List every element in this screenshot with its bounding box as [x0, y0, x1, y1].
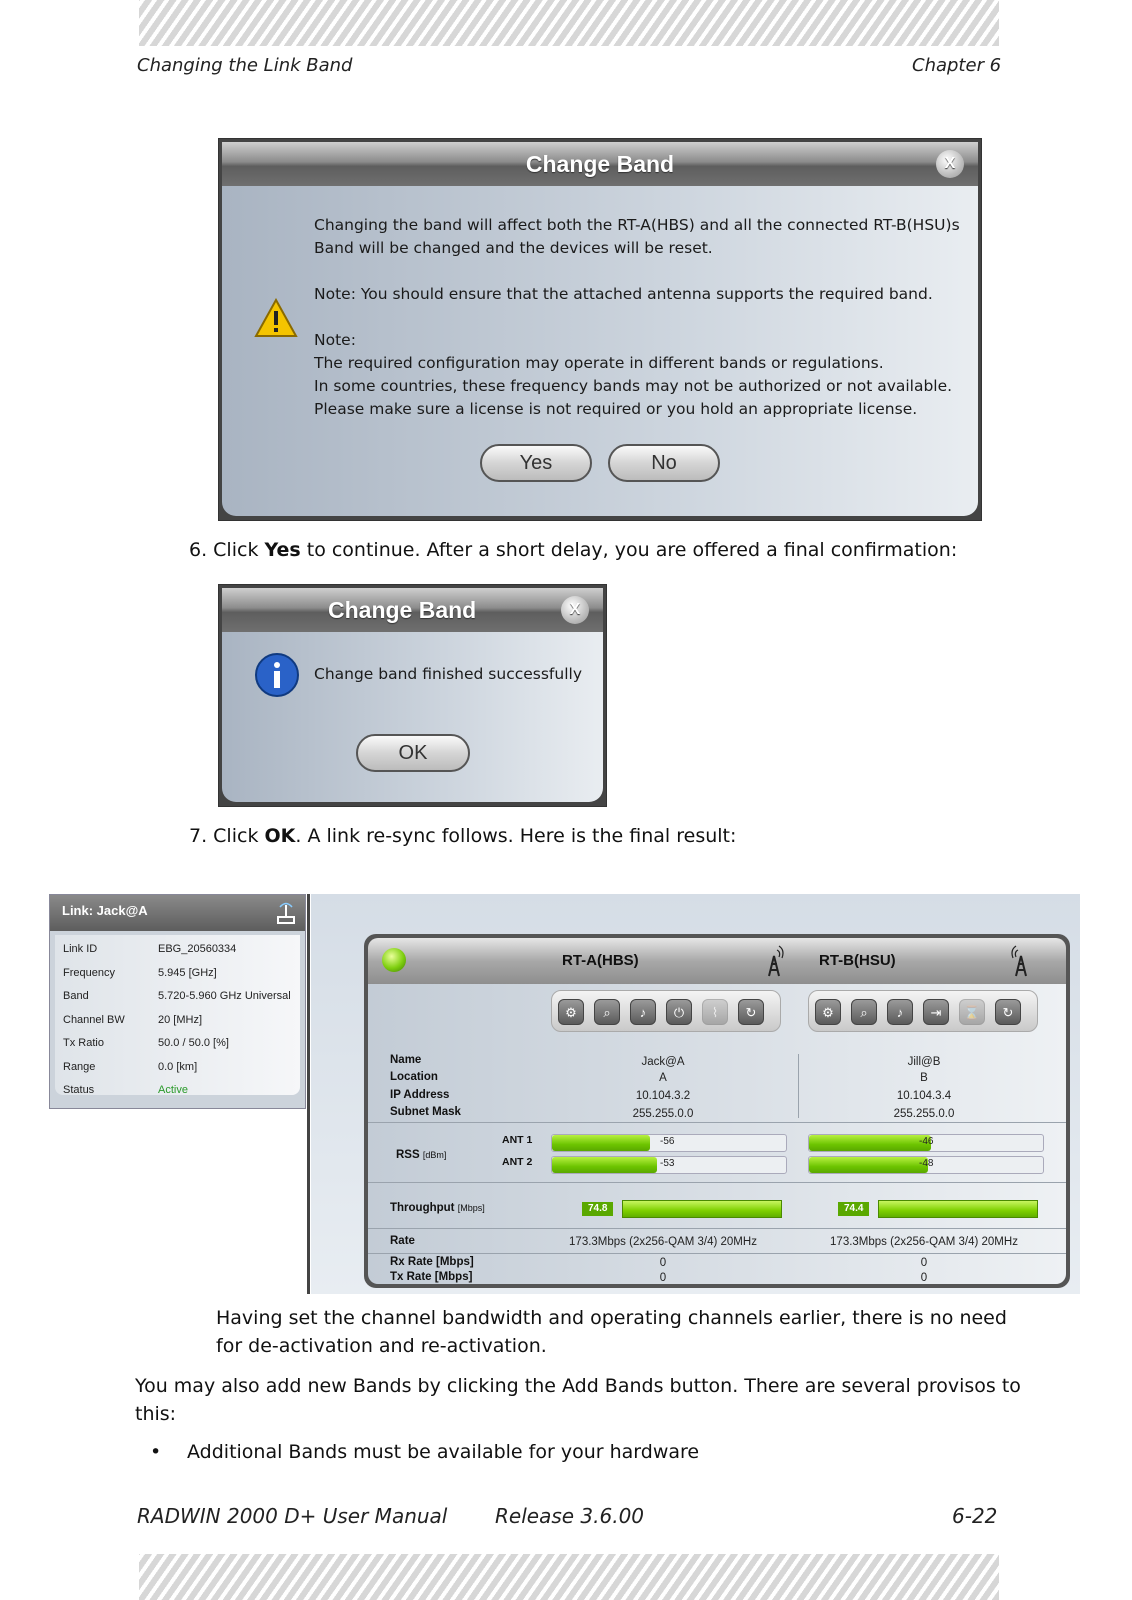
- step-text: 7. Click: [189, 825, 265, 847]
- site-a-ip: 10.104.3.2: [635, 1090, 691, 1102]
- throughput-a-bar: [622, 1200, 782, 1218]
- bullet-item: [150, 1438, 700, 1466]
- link-info-label: Status: [63, 1084, 95, 1096]
- link-info-value: EBG_20560334: [158, 943, 237, 955]
- no-button[interactable]: No: [608, 444, 720, 482]
- link-panel-header: [50, 895, 305, 931]
- link-info-label: Channel BW: [63, 1013, 125, 1026]
- location-label: Location: [390, 1071, 438, 1083]
- subnet-label: Subnet Mask: [390, 1106, 461, 1118]
- rss-label: [396, 1149, 446, 1161]
- link-status-led: [382, 948, 406, 972]
- message-line: In some countries, these frequency bands may not be authorized or not available.: [314, 377, 953, 395]
- paragraph-add-bands: [135, 1372, 1021, 1428]
- site-a-title: RT-A(HBS): [562, 952, 639, 969]
- step-bold: Yes: [264, 539, 301, 561]
- rss-unit: [dBm]: [422, 1150, 447, 1160]
- dialog-title-bar: [222, 142, 978, 186]
- link-info-value: 0.0 [km]: [158, 1060, 198, 1073]
- site-b-title: RT-B(HSU): [819, 952, 896, 969]
- throughput-unit: [Mbps]: [457, 1203, 485, 1213]
- rss-bar-b-ant1: [808, 1134, 1044, 1152]
- throughput-label: [390, 1202, 485, 1214]
- success-dialog: [218, 584, 607, 807]
- dialog-title-bar: [222, 588, 603, 632]
- paragraph-line: Having set the channel bandwidth and operating channels earlier, there is no need: [216, 1307, 1007, 1329]
- configure-icon[interactable]: ⚙: [558, 999, 584, 1025]
- site-a-rx: 0: [659, 1257, 667, 1269]
- site-a-subnet: 255.255.0.0: [632, 1108, 694, 1120]
- bullet-mark: •: [150, 1441, 162, 1463]
- message-line: Changing the band will affect both the RT-A(HBS) and all the connected RT-B(HSU)s: [314, 216, 960, 234]
- row-separator: [368, 1228, 1066, 1229]
- card-header: [368, 938, 1066, 984]
- message-line: Band will be changed and the devices will be reset.: [314, 239, 713, 257]
- dialog-message: Change band finished successfully: [314, 665, 582, 683]
- rss-value: -56: [660, 1136, 675, 1147]
- link-info-label: Link ID: [63, 943, 98, 955]
- footer-release: Release 3.6.00: [495, 1504, 645, 1528]
- rss-label-text: RSS: [396, 1149, 420, 1161]
- rss-bar-a-ant2: [551, 1156, 787, 1174]
- footer-page-number: 6-22: [952, 1504, 998, 1528]
- site-b-subnet: 255.255.0.0: [893, 1108, 955, 1120]
- site-a-location: A: [659, 1072, 667, 1084]
- warning-icon: [254, 298, 298, 338]
- message-line: The required configuration may operate in different bands or regulations.: [314, 354, 884, 372]
- rss-fill: [809, 1135, 934, 1151]
- dialog-title: Change Band: [525, 151, 675, 177]
- paragraph-bandwidth: [216, 1304, 1007, 1360]
- row-separator: [368, 1122, 1066, 1123]
- throughput-label-text: Throughput: [390, 1202, 455, 1214]
- site-a-toolbar: [551, 990, 781, 1032]
- rss-value: -53: [660, 1158, 675, 1169]
- yes-button[interactable]: Yes: [480, 444, 592, 482]
- link-status-panel: [311, 894, 1080, 1294]
- ant2-label: ANT 2: [502, 1156, 533, 1168]
- rate-label: Rate: [390, 1235, 415, 1247]
- site-b-rate: 173.3Mbps (2x256-QAM 3/4) 20MHz: [830, 1236, 1018, 1248]
- header-section-title: Changing the Link Band: [137, 55, 353, 76]
- link-info-value: 20 [MHz]: [158, 1013, 203, 1026]
- site-a-name: Jack@A: [641, 1056, 685, 1068]
- message-line: Please make sure a license is not required or you hold an appropriate license.: [314, 400, 918, 418]
- info-icon: [254, 652, 300, 698]
- footer-hatch-band: [139, 1554, 999, 1600]
- dialog-message: [314, 214, 964, 421]
- site-b-ip: 10.104.3.4: [896, 1090, 952, 1102]
- step-7-text: [189, 822, 736, 850]
- refresh-icon[interactable]: ↻: [738, 999, 764, 1025]
- link-info-value: Active: [158, 1084, 188, 1096]
- step-text: 6. Click: [189, 539, 265, 561]
- link-info-value: 5.945 [GHz]: [158, 966, 217, 979]
- antenna-a-icon: [763, 944, 785, 978]
- link-info-label: Frequency: [63, 966, 115, 979]
- find-icon[interactable]: ⌕: [594, 999, 620, 1025]
- step-text: . A link re-sync follows. Here is the final result:: [295, 825, 737, 847]
- ant1-label: ANT 1: [502, 1134, 533, 1146]
- ip-label: IP Address: [390, 1089, 450, 1101]
- log-icon[interactable]: ⇥: [923, 999, 949, 1025]
- antenna-b-icon: [1010, 944, 1032, 978]
- link-info-label: Range: [63, 1060, 96, 1073]
- link-info-label: Band: [63, 990, 89, 1002]
- antenna-disabled-icon: ⌇: [702, 999, 728, 1025]
- site-b-name: Jill@B: [907, 1056, 941, 1068]
- bullet-text: Additional Bands must be available for your hardware: [187, 1441, 700, 1463]
- power-icon[interactable]: ⏻: [666, 999, 692, 1025]
- site-b-tx: 0: [920, 1272, 928, 1284]
- message-line: Note:: [314, 331, 356, 349]
- row-separator: [368, 1253, 1066, 1254]
- dialog-body: [222, 186, 978, 516]
- tx-rate-label: Tx Rate [Mbps]: [390, 1271, 473, 1283]
- row-separator: [368, 1182, 1066, 1183]
- rss-fill: [552, 1157, 657, 1173]
- close-icon[interactable]: X: [561, 596, 589, 624]
- link-info-rows: [55, 935, 300, 1095]
- site-status-card: [364, 934, 1070, 1288]
- panel-divider: [307, 894, 310, 1294]
- dialog-body: [222, 632, 603, 802]
- site-a-tx: 0: [659, 1272, 667, 1284]
- rss-value: -46: [919, 1136, 934, 1147]
- link-info-panel: [49, 894, 306, 1109]
- link-title: Link: Jack@A: [62, 903, 148, 918]
- rss-fill: [552, 1135, 650, 1151]
- site-b-toolbar: [808, 990, 1038, 1032]
- alarm-bell-icon[interactable]: ♪: [630, 999, 656, 1025]
- throughput-b-value: 74.4: [838, 1202, 869, 1216]
- hourglass-icon: ⌛: [959, 999, 985, 1025]
- paragraph-line: for de-activation and re-activation.: [216, 1335, 547, 1357]
- step-text: to continue. After a short delay, you are offered a final confirmation:: [300, 539, 958, 561]
- throughput-a-value: 74.8: [582, 1202, 613, 1216]
- link-info-value: 5.720-5.960 GHz Universal: [158, 990, 291, 1002]
- rss-fill: [809, 1157, 928, 1173]
- header-hatch-band: [139, 0, 999, 46]
- change-band-dialog: [218, 138, 982, 521]
- rss-value: -48: [919, 1158, 934, 1169]
- header-chapter: Chapter 6: [912, 55, 1002, 76]
- close-icon[interactable]: X: [936, 150, 964, 178]
- site-a-rate: 173.3Mbps (2x256-QAM 3/4) 20MHz: [569, 1236, 757, 1248]
- message-line: Note: You should ensure that the attached antenna supports the required band.: [314, 285, 933, 303]
- site-b-rx: 0: [920, 1257, 928, 1269]
- rss-bar-b-ant2: [808, 1156, 1044, 1174]
- alarm-bell-icon[interactable]: ♪: [887, 999, 913, 1025]
- rss-bar-a-ant1: [551, 1134, 787, 1152]
- name-label: Name: [390, 1054, 422, 1066]
- rx-rate-label: Rx Rate [Mbps]: [390, 1256, 474, 1268]
- find-icon[interactable]: ⌕: [851, 999, 877, 1025]
- throughput-b-bar: [878, 1200, 1038, 1218]
- card-body: [368, 984, 1066, 1284]
- link-icon: [275, 901, 297, 925]
- configure-icon[interactable]: ⚙: [815, 999, 841, 1025]
- paragraph-line: this:: [135, 1403, 177, 1425]
- step-6-text: [189, 536, 957, 564]
- ok-button[interactable]: OK: [356, 734, 470, 772]
- dialog-title: Change Band: [328, 597, 477, 623]
- refresh-icon[interactable]: ↻: [995, 999, 1021, 1025]
- site-b-location: B: [920, 1072, 928, 1084]
- paragraph-line: You may also add new Bands by clicking the Add Bands button. There are several provisos to: [135, 1375, 1021, 1397]
- step-bold: OK: [264, 825, 296, 847]
- link-info-label: Tx Ratio: [63, 1037, 104, 1049]
- footer-manual: RADWIN 2000 D+ User Manual: [137, 1504, 448, 1528]
- link-info-value: 50.0 / 50.0 [%]: [158, 1037, 229, 1049]
